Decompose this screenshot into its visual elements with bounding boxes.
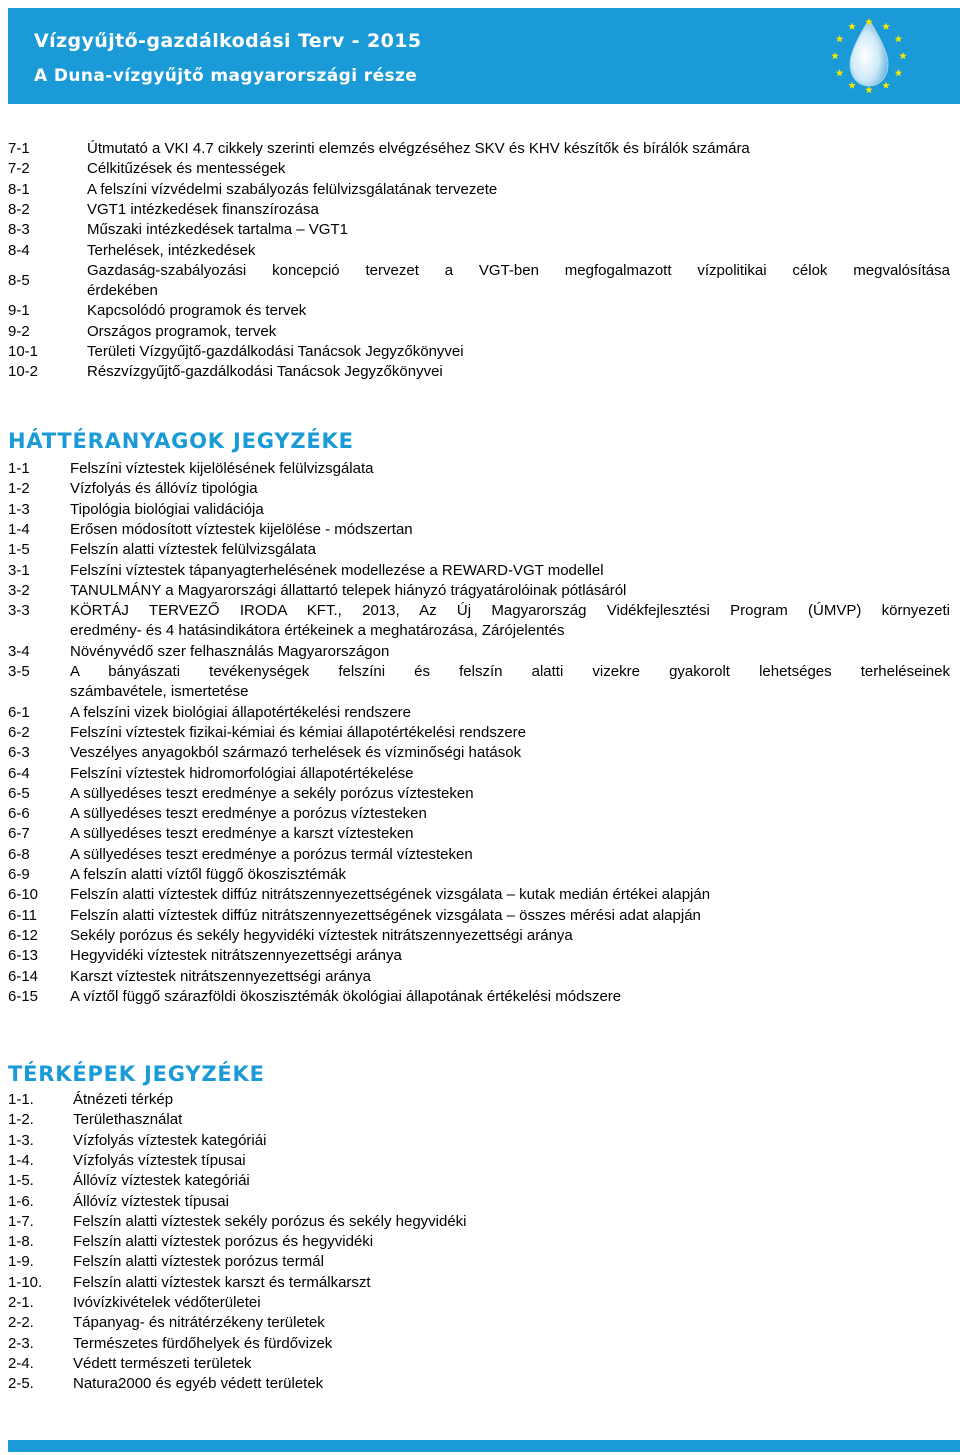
item-title: Védett természeti területek: [73, 1354, 252, 1372]
item-title: Felszíni víztestek hidromorfológiai állapotértékelése: [70, 764, 414, 782]
item-number: 1-5: [8, 541, 30, 559]
item-title: A bányászati tevékenységek felszíni és felszín alatti vizekre gyakorolt lehetséges terheléseinek: [70, 663, 950, 680]
item-title: Kapcsolódó programok és tervek: [87, 302, 307, 320]
item-number: 7-2: [8, 160, 30, 178]
item-number: 3-4: [8, 642, 30, 660]
document-title: Vízgyűjtő-gazdálkodási Terv - 2015: [34, 30, 422, 52]
item-number: 3-3: [8, 602, 30, 620]
item-number: 6-1: [8, 703, 30, 721]
item-number: 3-5: [8, 663, 30, 680]
item-number: 1-3: [8, 500, 30, 518]
item-number: 9-1: [8, 302, 30, 320]
item-title: A süllyedéses teszt eredménye a sekély porózus víztesteken: [70, 784, 474, 802]
item-number: 10-2: [8, 363, 39, 381]
item-title: Felszín alatti víztestek karszt és termálkarszt: [73, 1273, 371, 1291]
item-number: 6-4: [8, 764, 30, 782]
section-heading-maps: TÉRKÉPEK JEGYZÉKE: [8, 1062, 265, 1086]
star-icon: [899, 52, 907, 59]
item-number: 6-6: [8, 805, 30, 823]
item-title: Felszín alatti víztestek sekély porózus és sekély hegyvidéki: [73, 1212, 467, 1230]
item-number: 1-2: [8, 480, 30, 498]
item-number: 8-5: [8, 271, 30, 289]
item-title: A süllyedéses teszt eredménye a porózus termál víztesteken: [70, 845, 473, 863]
item-title: Natura2000 és egyéb védett területek: [73, 1375, 324, 1393]
item-title: Tipológia biológiai validációja: [70, 500, 264, 518]
item-title: Felszín alatti víztestek porózus és hegyvidéki: [73, 1233, 374, 1251]
item-number: 1-1.: [8, 1091, 34, 1108]
item-number: 6-11: [8, 906, 37, 924]
item-title: Erősen módosított víztestek kijelölése - módszertan: [70, 520, 413, 538]
item-title: Vízfolyás és állóvíz tipológia: [70, 480, 258, 498]
item-number: 8-1: [8, 180, 30, 198]
item-number: 2-4.: [8, 1354, 34, 1372]
star-icon: [836, 69, 844, 76]
item-title: Felszíni víztestek tápanyagterhelésének modellezése a REWARD-VGT modellel: [70, 561, 604, 579]
item-title: Célkitűzések és mentességek: [87, 160, 286, 178]
item-number: 6-13: [8, 947, 39, 965]
item-title: TANULMÁNY a Magyarországi állattartó telepek hiányzó trágyatárolóinak pótlásáról: [70, 581, 627, 599]
item-number: 1-6.: [8, 1192, 34, 1210]
item-number: 3-1: [8, 561, 30, 579]
item-number: 6-14: [8, 967, 39, 985]
item-title: Területhasználat: [73, 1111, 183, 1129]
item-title: Vízfolyás víztestek kategóriái: [73, 1131, 267, 1149]
star-icon: [895, 69, 903, 76]
item-title-continuation: eredmény- és 4 hatásindikátora értékeinek a meghatározása, Zárójelentés: [70, 622, 565, 640]
item-number: 2-1.: [8, 1294, 34, 1311]
item-number: 3-2: [8, 581, 30, 599]
item-number: 2-3.: [8, 1334, 34, 1352]
item-number: 10-1: [8, 343, 39, 360]
item-number: 1-7.: [8, 1212, 34, 1230]
item-number: 6-7: [8, 825, 30, 843]
item-title: Sekély porózus és sekély hegyvidéki víztestek nitrátszennyezettségi aránya: [70, 926, 573, 944]
item-title: Állóvíz víztestek típusai: [73, 1192, 229, 1210]
item-title: Átnézeti térkép: [73, 1091, 174, 1108]
water-drop-eu-stars-logo: [826, 12, 912, 98]
item-title-continuation: számbavétele, ismertetése: [70, 683, 249, 701]
star-icon: [882, 81, 890, 88]
item-number: 1-4.: [8, 1151, 34, 1169]
item-number: 1-8.: [8, 1233, 34, 1251]
item-title-continuation: érdekében: [87, 282, 158, 300]
item-number: 6-12: [8, 926, 39, 944]
item-number: 8-4: [8, 241, 30, 259]
item-title: Felszín alatti víztestek diffúz nitrátszennyezettségének vizsgálata – kutak medián értékei alapján: [70, 886, 711, 904]
item-title: Állóvíz víztestek kategóriái: [73, 1172, 250, 1190]
item-title: Karszt víztestek nitrátszennyezettségi aránya: [70, 967, 371, 985]
item-title: Ivóvízkivételek védőterületei: [73, 1294, 261, 1311]
star-icon: [882, 23, 890, 30]
item-title: Veszélyes anyagokból származó terhelések és vízminőségi hatások: [70, 744, 522, 762]
item-number: 8-3: [8, 221, 30, 239]
item-number: 6-8: [8, 845, 30, 863]
section-heading-background: HÁTTÉRANYAGOK JEGYZÉKE: [8, 429, 354, 453]
item-title: Felszín alatti víztestek diffúz nitrátszennyezettségének vizsgálata – összes mérési adat alapján: [70, 906, 701, 924]
item-title: A víztől függő szárazföldi ökoszisztémák ökológiai állapotának értékelési módszere: [70, 987, 622, 1005]
item-title: Részvízgyűjtő-gazdálkodási Tanácsok Jegyzőkönyvei: [87, 363, 443, 381]
item-title: KÖRTÁJ TERVEZŐ IRODA KFT., 2013, Az Új Magyarország Vidékfejlesztési Program (ÚMVP) környezeti: [70, 602, 950, 620]
item-number: 6-3: [8, 744, 30, 762]
item-number: 1-10.: [8, 1273, 43, 1291]
item-title: VGT1 intézkedések finanszírozása: [87, 200, 319, 218]
item-number: 6-10: [8, 886, 39, 904]
item-number: 6-5: [8, 784, 30, 802]
header-banner: [8, 8, 960, 104]
item-title: Felszín alatti víztestek felülvizsgálata: [70, 541, 316, 559]
item-title: A felszíni vizek biológiai állapotértékelési rendszere: [70, 703, 412, 721]
star-icon: [848, 23, 856, 30]
item-title: A süllyedéses teszt eredménye a porózus víztesteken: [70, 805, 427, 823]
item-title: Vízfolyás víztestek típusai: [73, 1151, 246, 1169]
item-number: 1-9.: [8, 1253, 34, 1271]
star-icon: [848, 81, 856, 88]
item-title: Útmutató a VKI 4.7 cikkely szerinti elemzés elvégzéséhez SKV és KHV készítők és bírálók számára: [87, 140, 750, 157]
item-title: Hegyvidéki víztestek nitrátszennyezettségi aránya: [70, 947, 402, 965]
item-title: Gazdaság-szabályozási koncepció tervezet a VGT-ben megfogalmazott vízpolitikai célok megvalósítása: [87, 261, 950, 279]
item-number: 6-9: [8, 866, 30, 883]
item-title: Természetes fürdőhelyek és fürdővizek: [73, 1334, 333, 1352]
item-title: Felszíni víztestek kijelölésének felülvizsgálata: [70, 460, 374, 477]
item-title: Műszaki intézkedések tartalma – VGT1: [87, 221, 348, 239]
item-number: 9-2: [8, 322, 30, 340]
item-title: Országos programok, tervek: [87, 322, 277, 340]
item-number: 1-1: [8, 460, 30, 477]
item-number: 6-15: [8, 987, 39, 1005]
item-number: 2-2.: [8, 1314, 34, 1332]
item-title: Terhelések, intézkedések: [87, 241, 256, 259]
star-icon: [836, 35, 844, 42]
item-number: 8-2: [8, 200, 30, 218]
item-number: 1-3.: [8, 1131, 34, 1149]
item-number: 7-1: [8, 140, 30, 157]
item-title: Növényvédő szer felhasználás Magyarországon: [70, 642, 390, 660]
item-title: Tápanyag- és nitrátérzékeny területek: [73, 1314, 325, 1332]
star-icon: [865, 86, 873, 93]
item-number: 6-2: [8, 723, 30, 741]
item-title: A felszín alatti víztől függő ökoszisztémák: [70, 866, 346, 883]
item-title: Felszíni víztestek fizikai-kémiai és kémiai állapotértékelési rendszere: [70, 723, 527, 741]
footer-bar: [8, 1440, 960, 1452]
item-number: 1-2.: [8, 1111, 34, 1129]
document-subtitle: A Duna-vízgyűjtő magyarországi része: [34, 66, 418, 86]
item-title: A felszíni vízvédelmi szabályozás felülvizsgálatának tervezete: [87, 180, 498, 198]
item-number: 1-4: [8, 520, 30, 538]
star-icon: [831, 52, 839, 59]
star-icon: [895, 35, 903, 42]
item-title: Területi Vízgyűjtő-gazdálkodási Tanácsok Jegyzőkönyvei: [87, 343, 464, 360]
item-number: 1-5.: [8, 1172, 34, 1190]
item-title: Felszín alatti víztestek porózus termál: [73, 1253, 324, 1271]
item-title: A süllyedéses teszt eredménye a karszt víztesteken: [70, 825, 414, 843]
item-number: 2-5.: [8, 1375, 34, 1393]
